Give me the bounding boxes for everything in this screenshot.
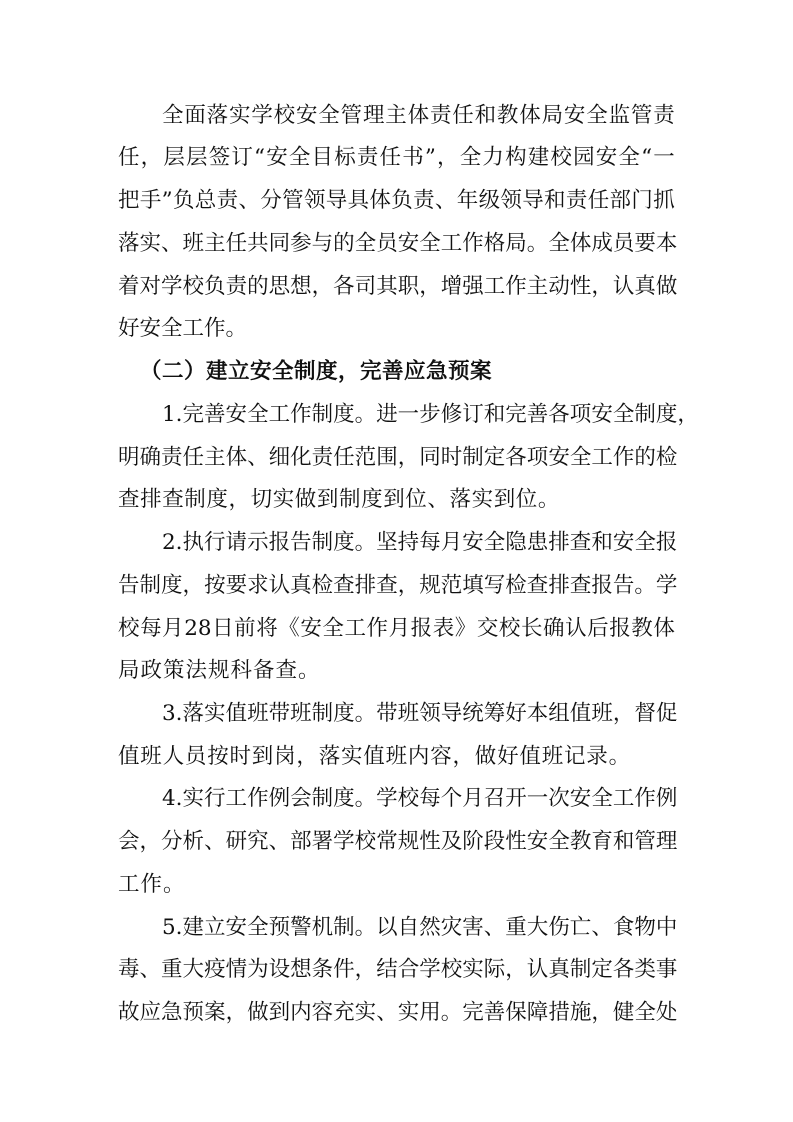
paragraph-line: 毒 、 重 大 疫 情 为 设 想 条 件 ， 结 合 学 校 实 际 ， 认 真 制 定 各 类 事 [118, 957, 678, 982]
paragraph-line: 值班人员按时到岗，落实值班内容，做好值班记录。 [118, 744, 631, 769]
paragraph-line: 2. 执 行 请 示 报 告 制 度 。 坚 持 每 月 安 全 隐 患 排 查 和 安 全 报 [162, 530, 678, 555]
paragraph-line: 告 制 度 ， 按 要 求 认 真 检 查 排 查 ， 规 范 填 写 检 查 排 查 报 告 。 学 [118, 573, 678, 598]
paragraph-line: 校 每 月 28 日 前 将 《 安 全 工 作 月 报 表 》 交 校 长 确 认 后 报 教 体 [118, 616, 675, 641]
paragraph-line: 局政策法规科备查。 [118, 658, 321, 683]
paragraph-line: 全 面 落 实 学 校 安 全 管 理 主 体 责 任 和 教 体 局 安 全 监 管 责 [162, 103, 675, 128]
paragraph-line: 着 对 学 校 负 责 的 思 想 ， 各 司 其 职 ， 增 强 工 作 主 动 性 ， 认 真 做 [118, 274, 678, 299]
paragraph-line: 会 ， 分 析 、 研 究 、 部 署 学 校 常 规 性 及 阶 段 性 安 全 教 育 和 管 理 [118, 829, 678, 854]
paragraph-line: 明 确 责 任 主 体 、 细 化 责 任 范 围 ， 同 时 制 定 各 项 安 全 工 作 的 检 [118, 445, 678, 470]
paragraph-line: 查排查制度，切实做到制度到位、落实到位。 [118, 487, 561, 512]
paragraph-line: 任 ， 层 层 签 订 “ 安 全 目 标 责 任 书 ” ， 全 力 构 建 校 园 安 全 “ 一 [118, 145, 675, 170]
paragraph-line: 4. 实 行 工 作 例 会 制 度 。 学 校 每 个 月 召 开 一 次 安 全 工 作 例 [162, 786, 678, 811]
paragraph-line: 3. 落 实 值 班 带 班 制 度 。 带 班 领 导 统 筹 好 本 组 值 班 ， 督 促 [162, 701, 678, 726]
paragraph-line: 把 手 ” 负 总 责 、 分 管 领 导 具 体 负 责 、 年 级 领 导 和 责 任 部 门 抓 [118, 188, 675, 213]
section-heading: （二）建立安全制度，完善应急预案 [140, 359, 493, 384]
paragraph-line: 工作。 [118, 872, 186, 897]
paragraph-line: 1. 完 善 安 全 工 作 制 度 。 进 一 步 修 订 和 完 善 各 项 安 全 制 度 ， [162, 402, 699, 427]
paragraph-line: 故 应 急 预 案 ， 做 到 内 容 充 实 、 实 用 。 完 善 保 障 措 施 ， 健 全 处 [118, 1000, 678, 1025]
paragraph-line: 5. 建 立 安 全 预 警 机 制 。 以 自 然 灾 害 、 重 大 伤 亡 、 食 物 中 [162, 915, 678, 940]
paragraph-line: 好安全工作。 [118, 316, 248, 341]
paragraph-line: 落 实 、 班 主 任 共 同 参 与 的 全 员 安 全 工 作 格 局 。 全 体 成 员 要 本 [118, 231, 678, 256]
